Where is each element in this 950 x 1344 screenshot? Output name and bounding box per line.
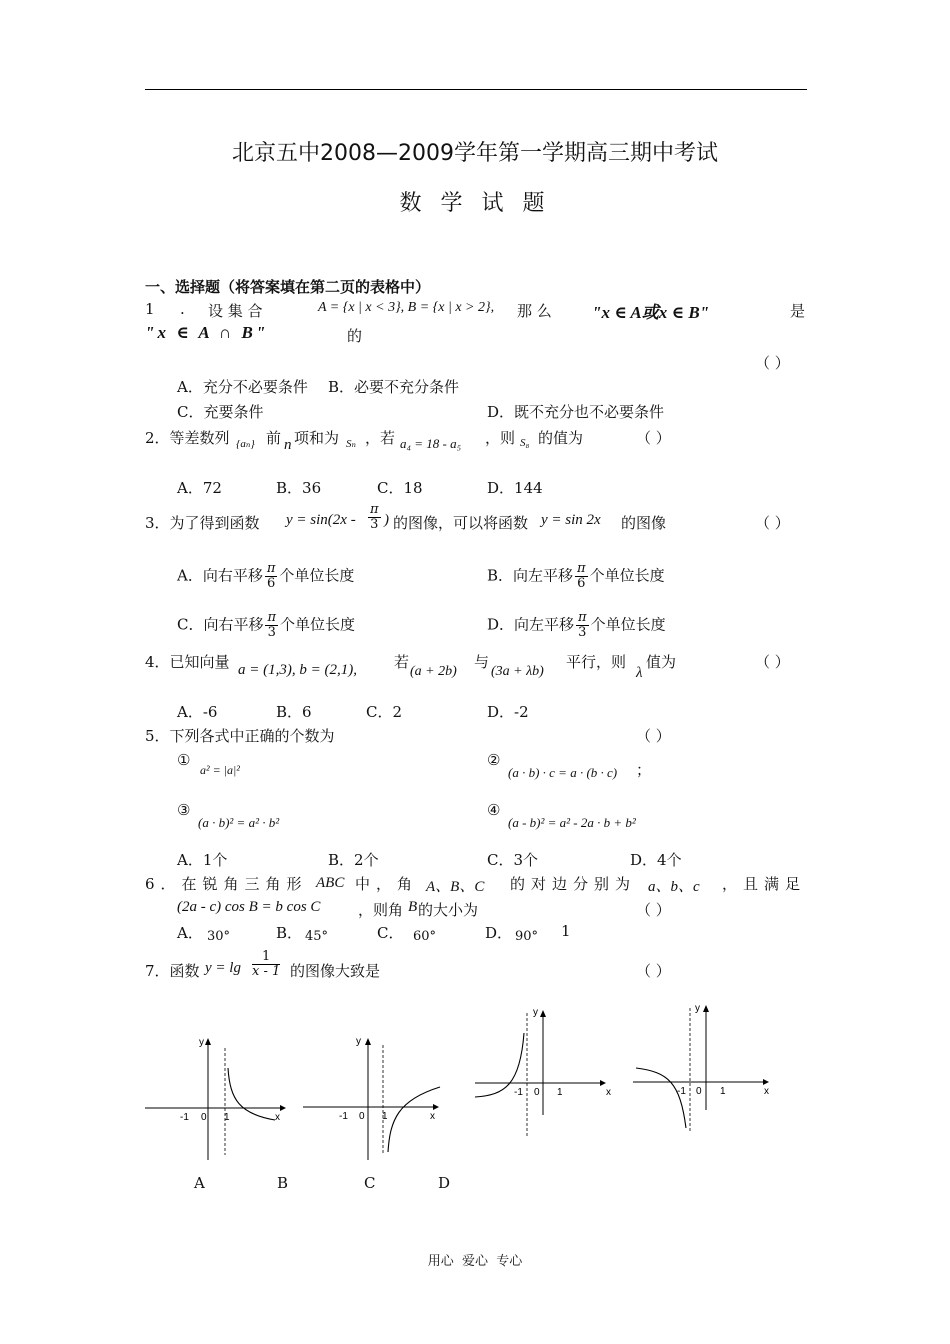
q1-option-b: B．必要不充分条件 [328, 378, 460, 396]
q6-option-d-label: D． [485, 924, 513, 942]
q6-sides: a、b、c [648, 879, 700, 895]
graph-c-y-arrow [540, 1010, 546, 1017]
q1-lead: 设 集 合 [208, 302, 263, 320]
q7-function: y = lg [205, 960, 241, 976]
graph-c-x-arrow [600, 1080, 606, 1086]
graph-a-x-arrow [280, 1105, 286, 1111]
q5-circle-2: ② [487, 751, 501, 769]
q5-circle-3: ③ [177, 801, 191, 819]
graph-d-tick-neg1: -1 [677, 1086, 686, 1097]
q3-option-c: C．向右平移 $\frac{\pi}{3}$ 个单位长度 [177, 610, 356, 640]
section-heading: 一、选择题（将答案填在第二页的表格中） [145, 279, 431, 296]
q6-answer-paren: （ ） [636, 901, 671, 919]
graph-b-tick-0: 0 [359, 1111, 365, 1122]
q3-text-1: 3．为了得到函数 [145, 514, 260, 532]
q5-circle-4: ④ [487, 801, 501, 819]
q3-fraction-pi-3: $\frac{\pi}{3}$ [370, 502, 379, 532]
graph-b-tick-neg1: -1 [339, 1111, 348, 1122]
q7-fraction: $\frac{1}{x - 1}$ [252, 949, 281, 979]
q4-vector-sum-2: (3a + λb) [491, 664, 544, 679]
graph-b-y-label: y [356, 1036, 361, 1047]
graph-c-y-label: y [533, 1007, 538, 1018]
q6-text-1b: 中，角 [355, 875, 419, 893]
q2-option-c: C．18 [377, 479, 423, 497]
q1-number: 1 [145, 300, 155, 318]
q2-s8: S₈ [520, 437, 530, 449]
q6-option-b-value: 45° [305, 929, 329, 944]
q4-vectors: a = (1,3), b = (2,1), [238, 662, 357, 678]
q1-dot: . [180, 300, 185, 318]
q3-option-a: A．向右平移 $\frac{\pi}{6}$ 个单位长度 [177, 561, 355, 591]
graph-b [298, 1030, 448, 1165]
q6-text-2: ，则角 [358, 901, 404, 919]
q3-function-1a: y = sin(2x - [286, 512, 356, 528]
graph-a-curve [228, 1068, 275, 1120]
q5-expression-3: (a · b)² = a² · b² [198, 815, 280, 830]
graph-d-tick-1: 1 [720, 1086, 726, 1097]
q2-option-d: D．144 [487, 479, 543, 497]
q4-option-b: B．6 [276, 703, 312, 721]
q3-function-2: y = sin 2x [541, 512, 601, 528]
q7-text-2: 的图像大致是 [290, 962, 381, 980]
graph-c-tick-0: 0 [534, 1087, 540, 1098]
q2-condition: a₄ = 18 - a₅ [400, 436, 462, 451]
graph-a-x-label: x [275, 1112, 280, 1123]
q1-of: 的 [347, 327, 363, 345]
q6-text-1d: ，且满足 [722, 875, 807, 893]
q5-semicolon: ； [636, 761, 652, 779]
graph-d-tick-0: 0 [696, 1086, 702, 1097]
graph-label-b: B [277, 1174, 289, 1192]
graph-b-tick-1: 1 [382, 1111, 388, 1122]
q4-vector-sum-1: (a + 2b) [410, 664, 457, 679]
graph-label-d: D [438, 1174, 451, 1192]
q1-condition-and: "x ∈ A ∩ B" [145, 323, 269, 342]
q1-option-a: A．充分不必要条件 [177, 378, 308, 396]
q6-text-2b: 的大小为 [418, 901, 479, 919]
graph-d-y-label: y [695, 1003, 700, 1014]
q2-answer-paren: （ ） [636, 429, 671, 447]
q5-option-a: A．1个 [177, 851, 228, 869]
q2-text-5: ，则 [485, 429, 516, 447]
graph-a-tick-neg1: -1 [180, 1112, 189, 1123]
q6-extra-mark: 1 [561, 922, 571, 940]
q2-text-2: 前 [266, 429, 282, 447]
q4-text-3: 值为 [646, 653, 677, 671]
page-footer: 用心 爱心 专心 [427, 1254, 523, 1269]
q4-option-a: A．-6 [177, 703, 218, 721]
q5-expression-4: (a - b)² = a² - 2a · b + b² [508, 815, 636, 830]
q3-function-1b: ) [384, 512, 389, 528]
q2-text-4: ，若 [365, 429, 396, 447]
exam-title: 北京五中2008—2009学年第一学期高三期中考试 [232, 141, 718, 166]
graph-a-y-arrow [205, 1038, 211, 1045]
q6-equation: (2a - c) cos B = b cos C [177, 899, 321, 915]
q2-sn: Sₙ [346, 438, 356, 450]
graph-a [140, 1030, 290, 1165]
q4-option-c: C．2 [366, 703, 403, 721]
q2-sequence: {aₙ} [236, 438, 255, 450]
q4-answer-paren: （ ） [755, 653, 790, 671]
q3-option-d: D．向左平移 $\frac{\pi}{3}$ 个单位长度 [487, 610, 666, 640]
q2-text-1: 2．等差数列 [145, 429, 230, 447]
q6-option-c-value: 60° [413, 929, 437, 944]
q4-text-1: 4．已知向量 [145, 653, 230, 671]
graph-d-x-label: x [764, 1086, 769, 1097]
q1-is: 是 [790, 302, 806, 320]
q3-answer-paren: （ ） [755, 514, 790, 532]
q2-n: n [284, 437, 292, 453]
q6-option-d-value: 90° [515, 929, 539, 944]
q3-text-3: 的图像 [621, 514, 667, 532]
q6-option-a-label: A． [177, 924, 203, 942]
q5-expression-2: (a · b) · c = a · (b · c) [508, 765, 618, 780]
q2-text-3: 项和为 [294, 429, 340, 447]
q1-option-c: C．充要条件 [177, 403, 264, 421]
graph-a-y-label: y [199, 1037, 204, 1048]
graph-d-x-arrow [763, 1079, 769, 1085]
q6-angles: A、B、C [426, 879, 485, 895]
graph-c-x-label: x [606, 1087, 611, 1098]
q5-option-d: D．4个 [630, 851, 682, 869]
q4-option-d: D．-2 [487, 703, 529, 721]
q4-yu: 与 [474, 653, 490, 671]
graph-b-x-arrow [433, 1104, 439, 1110]
q5-option-c: C．3个 [487, 851, 539, 869]
q1-answer-paren: （ ） [755, 354, 790, 372]
q4-ruo: 若 [394, 653, 410, 671]
graph-b-y-arrow [365, 1038, 371, 1045]
q6-option-c-label: C． [377, 924, 404, 942]
q6-option-b-label: B． [276, 924, 303, 942]
q6-text-1c: 的对边分别为 [510, 875, 637, 893]
q5-option-b: B．2个 [328, 851, 379, 869]
q1-option-d: D．既不充分也不必要条件 [487, 403, 665, 421]
q2-option-b: B．36 [276, 479, 322, 497]
q6-angle-b: B [408, 899, 418, 915]
q4-lambda: λ [636, 665, 643, 681]
q2-text-6: 的值为 [538, 429, 584, 447]
graph-label-a: A [194, 1174, 205, 1192]
graph-label-c: C [364, 1174, 376, 1192]
q4-text-2: 平行，则 [566, 653, 627, 671]
q6-text-1: 6．在锐角三角形 [145, 875, 308, 893]
graph-c-tick-neg1: -1 [514, 1087, 523, 1098]
graph-a-tick-1: 1 [224, 1112, 230, 1123]
q5-answer-paren: （ ） [636, 727, 671, 745]
q5-text: 5．下列各式中正确的个数为 [145, 727, 335, 745]
graph-d-curve [636, 1068, 686, 1128]
graph-b-x-label: x [430, 1111, 435, 1122]
graph-a-tick-0: 0 [201, 1112, 207, 1123]
q1-condition-or: "x ∈ A或x ∈ B" [592, 303, 710, 322]
q6-option-a-value: 30° [207, 929, 231, 944]
q2-option-a: A．72 [177, 479, 222, 497]
q5-expression-1: a² = |a|² [200, 763, 240, 777]
exam-subtitle: 数 学 试 题 [399, 191, 551, 216]
q7-answer-paren: （ ） [636, 962, 671, 980]
q3-text-2: 的图像，可以将函数 [393, 514, 529, 532]
graph-d [628, 1000, 778, 1140]
q3-option-b: B．向左平移 $\frac{\pi}{6}$ 个单位长度 [487, 561, 665, 591]
q1-that: 那 么 [517, 302, 552, 320]
q1-set-def: A = {x | x < 3}, B = {x | x > 2}, [318, 300, 495, 315]
graph-c [470, 1005, 620, 1145]
q7-text-1: 7．函数 [145, 962, 200, 980]
graph-d-y-arrow [703, 1005, 709, 1012]
q6-triangle: ABC [316, 875, 345, 891]
q5-circle-1: ① [177, 751, 191, 769]
header-rule [145, 89, 807, 90]
graph-c-tick-1: 1 [557, 1087, 563, 1098]
